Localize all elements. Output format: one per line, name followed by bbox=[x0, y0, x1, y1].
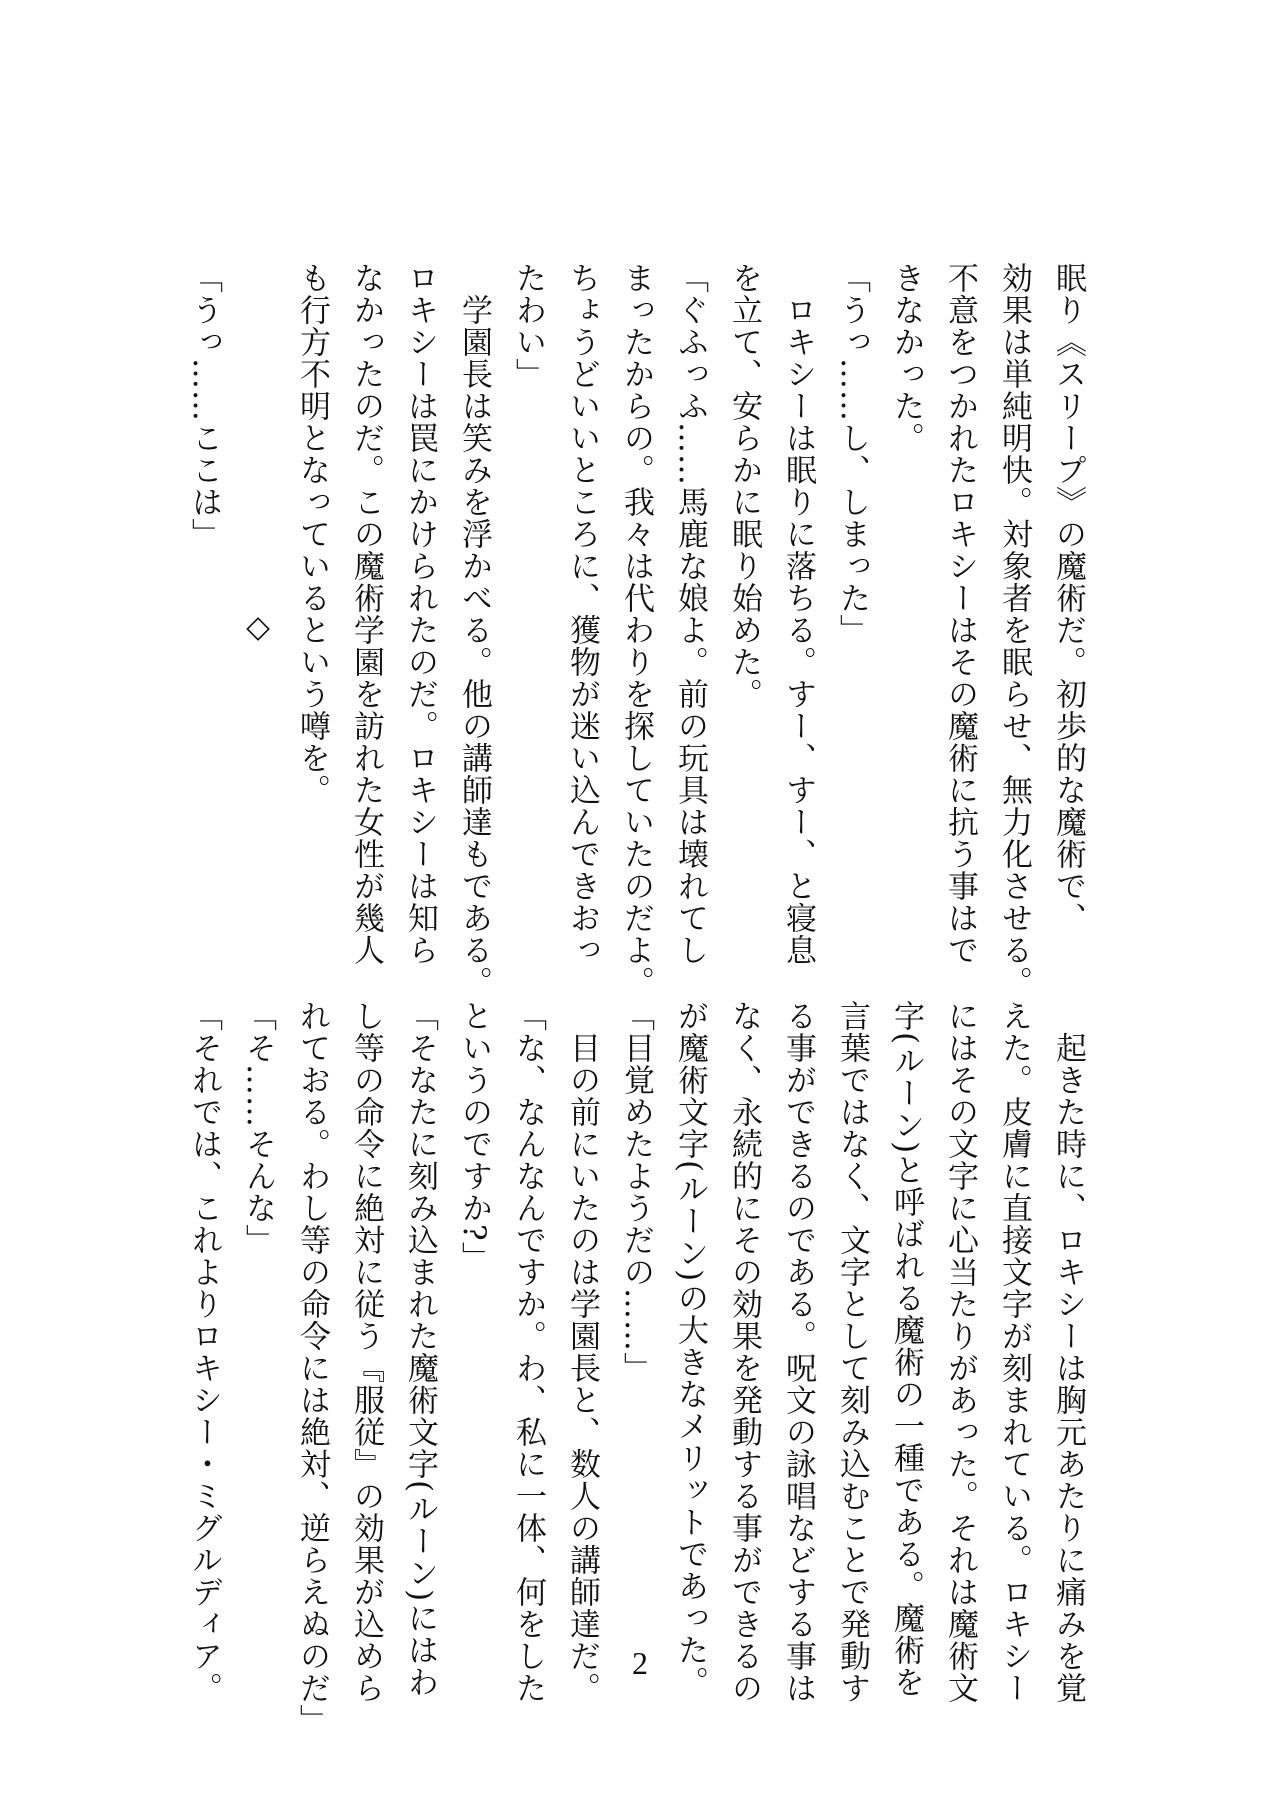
text-line: 不意をつかれたロキシーはその魔術に抗う事はで bbox=[942, 262, 978, 966]
text-line: というのですか?」 bbox=[456, 1000, 492, 1274]
text-line: えた。皮膚に直接文字が刻まれている。ロキシー bbox=[996, 1000, 1032, 1704]
text-line: 「そなたに刻み込まれた魔術文字(ルーン)にはわ bbox=[402, 1000, 438, 1699]
text-line: を立て、安らかに眠り始めた。 bbox=[726, 262, 762, 710]
text-line: も行方不明となっているという噂を。 bbox=[294, 262, 330, 806]
text-line: し等の命令に絶対に従う『服従』の効果が込めら bbox=[348, 1000, 384, 1704]
text-line: ロキシーは罠にかけられたのだ。ロキシーは知ら bbox=[402, 262, 438, 966]
text-line: 字(ルーン)と呼ばれる魔術の一種である。魔術を bbox=[888, 1000, 924, 1699]
text-line: る事ができるのである。呪文の詠唱などする事は bbox=[780, 1000, 816, 1704]
bottom-text-block bbox=[177, 1000, 1095, 1736]
text-line: 「目覚めたようだの……」 bbox=[618, 1000, 654, 1384]
text-line: まったからの。我々は代わりを探していたのだよ。 bbox=[618, 262, 654, 998]
text-line: なかったのだ。この魔術学園を訪れた女性が幾人 bbox=[348, 262, 384, 966]
text-line: きなかった。 bbox=[888, 262, 924, 454]
text-line: 「うっ……し、しまった」 bbox=[834, 262, 870, 646]
text-line: たわい」 bbox=[510, 262, 546, 390]
text-line: 「そ……そんな」 bbox=[240, 1000, 276, 1256]
text-line: にはその文字に心当たりがあった。それは魔術文 bbox=[942, 1000, 978, 1704]
text-line: 「ぐふっふ……馬鹿な娘よ。前の玩具は壊れてし bbox=[672, 262, 708, 966]
text-line: 「うっ……ここは」 bbox=[186, 262, 222, 550]
text-line: ロキシーは眠りに落ちる。すー、すー、と寝息 bbox=[780, 262, 816, 966]
text-line: 「それでは、これよりロキシー・ミグルディア。 bbox=[186, 1000, 222, 1704]
text-line: 起きた時に、ロキシーは胸元あたりに痛みを覚 bbox=[1050, 1000, 1086, 1704]
text-line: 学園長は笑みを浮かべる。他の講師達もである。 bbox=[456, 262, 492, 998]
text-line: 眠り《スリープ》の魔術だ。初歩的な魔術で、 bbox=[1050, 262, 1086, 934]
text-line: なく、永続的にその効果を発動する事ができるの bbox=[726, 1000, 762, 1704]
top-text-block bbox=[177, 262, 1095, 998]
section-separator: ◇ bbox=[240, 608, 276, 646]
text-line: 効果は単純明快。対象者を眠らせ、無力化させる。 bbox=[996, 262, 1032, 998]
text-line: 言葉ではなく、文字として刻み込むことで発動す bbox=[834, 1000, 870, 1704]
text-line: ちょうどいいところに、獲物が迷い込んできおっ bbox=[564, 262, 600, 966]
text-line: 「な、なんなんですか。わ、私に一体、何をした bbox=[510, 1000, 546, 1704]
text-line: 目の前にいたのは学園長と、数人の講師達だ。 bbox=[564, 1000, 600, 1704]
text-line: が魔術文字(ルーン)の大きなメリットであった。 bbox=[672, 1000, 708, 1699]
text-line: れておる。わし等の命令には絶対、逆らえぬのだ」 bbox=[294, 1000, 330, 1736]
page-number: 2 bbox=[632, 1645, 648, 1681]
